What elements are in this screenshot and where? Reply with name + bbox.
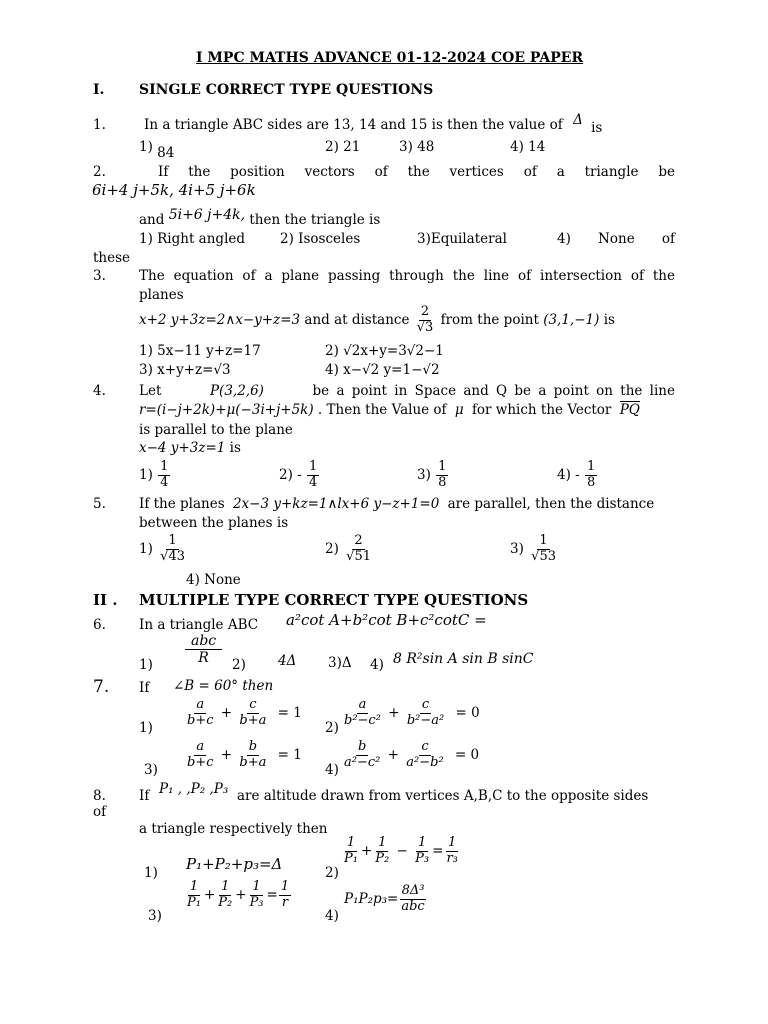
section-number: I. — [93, 82, 105, 98]
q1-is: is — [591, 120, 603, 136]
result: = 0 — [455, 704, 480, 721]
numerator: b — [358, 739, 367, 754]
denominator: b²−c² — [344, 712, 381, 728]
q2-and: and — [139, 212, 165, 228]
fraction — [185, 740, 216, 771]
q2-vector3: 5i+6 j+4k, — [168, 207, 246, 223]
q4-line2c: for which the Vector — [471, 402, 612, 418]
q3-point: (3,1,−1) — [543, 311, 600, 328]
q4-line4 — [139, 440, 241, 456]
denominator: P₂ — [218, 894, 233, 910]
fraction — [413, 836, 431, 867]
denominator: R — [198, 650, 209, 667]
option-4-expr — [344, 884, 428, 915]
question-text: If the position vectors of the vertices of a triangle be — [158, 164, 675, 180]
fraction — [185, 880, 203, 911]
numerator: 1 — [587, 459, 596, 474]
denominator: 8 — [587, 474, 596, 490]
option-fraction — [185, 633, 222, 666]
option-fraction — [436, 460, 448, 491]
option-2-expr: $\frac{1}{\text{P₁}}$ + $\frac{1}{\text{P₂}}$ − $\frac{1}{\text{P₃}}$ = $\frac{1}{\text{r₃}}$ — [344, 835, 458, 866]
q4-is: is — [229, 440, 241, 456]
q4-plane: x−4 y+3z=1 — [139, 440, 226, 456]
denominator: b+a — [239, 712, 267, 728]
option-1-label: 1) — [144, 865, 158, 881]
option-label: 3) — [510, 540, 524, 557]
option-fraction — [307, 460, 319, 491]
q1-text: In a triangle ABC sides are 13, 14 and 15 is then the value of — [144, 117, 563, 133]
q4-let: Let — [139, 383, 162, 399]
option-2: 2) Isosceles — [280, 231, 361, 247]
denominator: P₃ — [249, 894, 264, 910]
fraction — [342, 836, 360, 867]
q5-planes: 2x−3 y+kz=1∧lx+6 y−z+1=0 — [232, 496, 440, 512]
q4-line2b: . Then the Value of — [317, 402, 447, 418]
question-number: 3. — [93, 268, 106, 284]
option-fraction — [158, 534, 187, 565]
pq-vector: PQ — [619, 402, 640, 418]
question-text-2: planes — [139, 287, 184, 303]
fraction — [404, 740, 445, 771]
option-label: 1) — [139, 466, 153, 483]
option-2-label: 2) — [232, 657, 246, 673]
option-3-expr: $\frac{a}{b+c}$ + $\frac{b}{b+a}$ = 1 — [187, 739, 302, 770]
question-text-2: a triangle respectively then — [139, 821, 328, 837]
denominator: P₃ — [415, 850, 430, 866]
numerator: abc — [185, 633, 222, 650]
denominator: r₃ — [446, 850, 458, 866]
option-4: 4) 14 — [510, 139, 546, 155]
option-3: 3) x+y+z=√3 — [139, 362, 231, 378]
mu-symbol: μ — [454, 402, 464, 418]
numerator: a — [196, 697, 205, 712]
option-3-label: 3) — [148, 908, 162, 924]
denominator: b+c — [187, 754, 214, 770]
fraction — [185, 698, 216, 729]
option-label: 2) - — [279, 466, 302, 483]
numerator: c — [249, 697, 257, 712]
q3-mid: and at distance — [304, 311, 414, 328]
option-2: 2) 21 — [325, 139, 361, 155]
q3-is: is — [603, 311, 615, 328]
numerator: 8Δ³ — [401, 883, 425, 898]
fraction — [405, 698, 446, 729]
fraction — [237, 740, 268, 771]
denominator: P₂ — [375, 850, 390, 866]
option-label: 3) — [417, 466, 431, 483]
lhs: P₁P₂p₃= — [344, 890, 399, 907]
question-text — [144, 112, 603, 136]
option-4 — [557, 460, 598, 491]
option-1: 1) 5x−11 y+z=17 — [139, 343, 261, 359]
page-title: I MPC MATHS ADVANCE 01-12-2024 COE PAPER — [196, 50, 584, 66]
q2-line2 — [139, 207, 381, 228]
option-3: 3)Equilateral — [417, 231, 507, 247]
option-3: 3) 48 — [399, 139, 435, 155]
option-4-expr: $\frac{b}{\text{a²−c²}}$ + $\frac{c}{\text{a²−b²}}$ = 0 — [344, 739, 480, 770]
q4-line1b: be a point in Space and Q be a point on the line — [312, 383, 675, 399]
fraction — [342, 740, 382, 771]
denominator: 8 — [438, 474, 447, 490]
question-text — [139, 383, 675, 399]
question-text: In a triangle ABC — [139, 617, 259, 633]
denominator: √3 — [416, 319, 434, 335]
denominator: √43 — [160, 548, 185, 564]
question-text-cont: of — [93, 804, 107, 820]
numerator: 1 — [189, 879, 199, 894]
numerator: 1 — [448, 835, 457, 850]
question-number: 7. — [93, 677, 110, 697]
result: = 1 — [277, 704, 302, 721]
fraction — [248, 880, 266, 911]
option-label: 4) - — [557, 466, 580, 483]
denominator: a²−c² — [344, 754, 381, 770]
numerator: 2 — [354, 533, 363, 548]
option-value: 84 — [157, 145, 175, 161]
option-2: 2) √2x+y=3√2−1 — [325, 343, 444, 359]
option-1-value — [184, 633, 223, 666]
option-label: 1) — [139, 540, 153, 557]
denominator: b+c — [187, 712, 214, 728]
option-3 — [417, 460, 449, 491]
denominator: P₁ — [187, 894, 201, 910]
question-text-2: between the planes is — [139, 515, 289, 531]
option-2-label: 2) — [325, 720, 339, 736]
option-3 — [328, 655, 352, 671]
option-2-value: 4Δ — [278, 653, 297, 669]
numerator: 1 — [438, 459, 447, 474]
option-1-label: 1) — [139, 657, 153, 673]
q4-line3: is parallel to the plane — [139, 422, 293, 438]
q8-altitudes: P₁ , ,P₂ ,P₃ — [159, 781, 229, 797]
numerator: b — [248, 739, 258, 754]
numerator: 1 — [539, 533, 548, 548]
distance-fraction — [415, 305, 436, 336]
numerator: 1 — [168, 533, 177, 548]
fraction — [373, 836, 391, 867]
q2-rest: then the triangle is — [249, 212, 381, 228]
numerator: a — [196, 739, 205, 754]
q4-point: P(3,2,6) — [209, 383, 264, 399]
q3-planes: x+2 y+3z=2∧x−y+z=3 — [139, 311, 301, 328]
option-continued: these — [93, 250, 131, 266]
delta-symbol: Δ — [573, 112, 583, 128]
section-heading: SINGLE CORRECT TYPE QUESTIONS — [139, 82, 434, 98]
q3-end: from the point — [440, 311, 544, 328]
option-label: 2) — [325, 540, 339, 557]
denominator: b²−a² — [406, 712, 445, 728]
option-4-value: 8 R²sin A sin B sinC — [393, 651, 534, 667]
denominator: b+a — [239, 754, 267, 770]
denominator: 4 — [309, 474, 318, 490]
option-4-label: 4) — [370, 657, 384, 673]
question-number: 6. — [93, 617, 106, 633]
section-number: II . — [93, 591, 118, 609]
option-2 — [279, 460, 320, 491]
option-4: 4) x−√2 y=1−√2 — [325, 362, 440, 378]
denominator: abc — [401, 898, 425, 914]
question-if: If — [139, 788, 150, 804]
fraction — [444, 836, 459, 867]
denominator: a²−b² — [406, 754, 444, 770]
option-1-expr: $\frac{a}{b+c}$ + $\frac{c}{b+a}$ = 1 — [187, 697, 302, 728]
numerator: 1 — [280, 879, 290, 894]
option-1: 1) Right angled — [139, 231, 246, 247]
result: = 1 — [277, 746, 302, 763]
option-3 — [510, 534, 559, 565]
question-number: 5. — [93, 496, 106, 512]
option-2 — [325, 534, 374, 565]
numerator: 1 — [221, 879, 230, 894]
option-4: 4) None — [186, 572, 241, 588]
q5-text-a: If the planes — [139, 496, 225, 512]
fraction — [216, 880, 234, 911]
question-number: 1. — [93, 117, 106, 133]
numerator: 1 — [418, 835, 427, 850]
option-3-label: 3) — [144, 762, 158, 778]
q5-text-b: are parallel, then the distance — [447, 496, 655, 512]
numerator: c — [421, 697, 430, 712]
fraction — [342, 698, 383, 729]
numerator: 1 — [309, 459, 318, 474]
option-1 — [139, 534, 188, 565]
result: = 0 — [454, 746, 480, 763]
numerator: 1 — [346, 835, 356, 850]
option-4-label: 4) — [325, 908, 339, 924]
q7-condition: ∠B = 60° then — [173, 678, 274, 694]
denominator: P₁ — [344, 850, 358, 866]
numerator: c — [421, 739, 429, 754]
option-label: 1) — [139, 139, 153, 155]
option-fraction — [529, 534, 558, 565]
question-text: The equation of a plane passing through the line of intersection of the — [139, 268, 675, 284]
option-fraction — [158, 460, 170, 491]
numerator: 1 — [160, 459, 169, 474]
question-text: If — [139, 680, 150, 696]
fraction — [237, 698, 268, 729]
option-2-label: 2) — [325, 865, 339, 881]
section-heading: MULTIPLE TYPE CORRECT TYPE QUESTIONS — [139, 591, 529, 609]
q4-line2 — [139, 402, 640, 418]
fraction — [399, 884, 426, 915]
denominator: √51 — [346, 548, 371, 564]
option-1-label: 1) — [139, 720, 153, 736]
question-number: 2. — [93, 164, 106, 180]
question-number: 4. — [93, 383, 106, 399]
question-text — [139, 496, 654, 512]
question-text: are altitude drawn from vertices A,B,C to the opposite sides — [237, 788, 649, 804]
question-number: 8. — [93, 788, 106, 804]
numerator: 1 — [252, 879, 261, 894]
option-1 — [139, 460, 171, 491]
option-4: 4) None of — [557, 231, 675, 247]
option-1-value: P₁+P₂+p₃=Δ — [186, 855, 283, 873]
numerator: 2 — [420, 304, 430, 319]
denominator: √53 — [531, 548, 556, 564]
option-4-label: 4) — [325, 762, 339, 778]
q4-line-eq: r=(i−j+2k)+μ(−3i+j+5k) — [139, 402, 314, 418]
option-label: 3)Δ — [328, 655, 352, 671]
option-1 — [139, 139, 175, 161]
denominator: r — [281, 894, 289, 910]
fraction — [279, 880, 291, 911]
q6-expression: a²cot A+b²cot B+c²cotC = — [286, 611, 487, 629]
numerator: a — [358, 697, 367, 712]
option-3-expr: $\frac{1}{\text{P₁}}$ + $\frac{1}{\text{P₂}}$ + $\frac{1}{\text{P₃}}$ = $\frac{1}{r}$ — [187, 879, 290, 910]
option-2-expr: $\frac{a}{\text{b²−c²}}$ + $\frac{c}{\text{b²−a²}}$ = 0 — [344, 697, 480, 728]
option-fraction — [585, 460, 597, 491]
q3-equation-line — [139, 305, 615, 336]
option-fraction — [344, 534, 373, 565]
q2-vectors: 6i+4 j+5k, 4i+5 j+6k — [92, 181, 256, 199]
denominator: 4 — [160, 474, 169, 490]
numerator: 1 — [378, 835, 387, 850]
